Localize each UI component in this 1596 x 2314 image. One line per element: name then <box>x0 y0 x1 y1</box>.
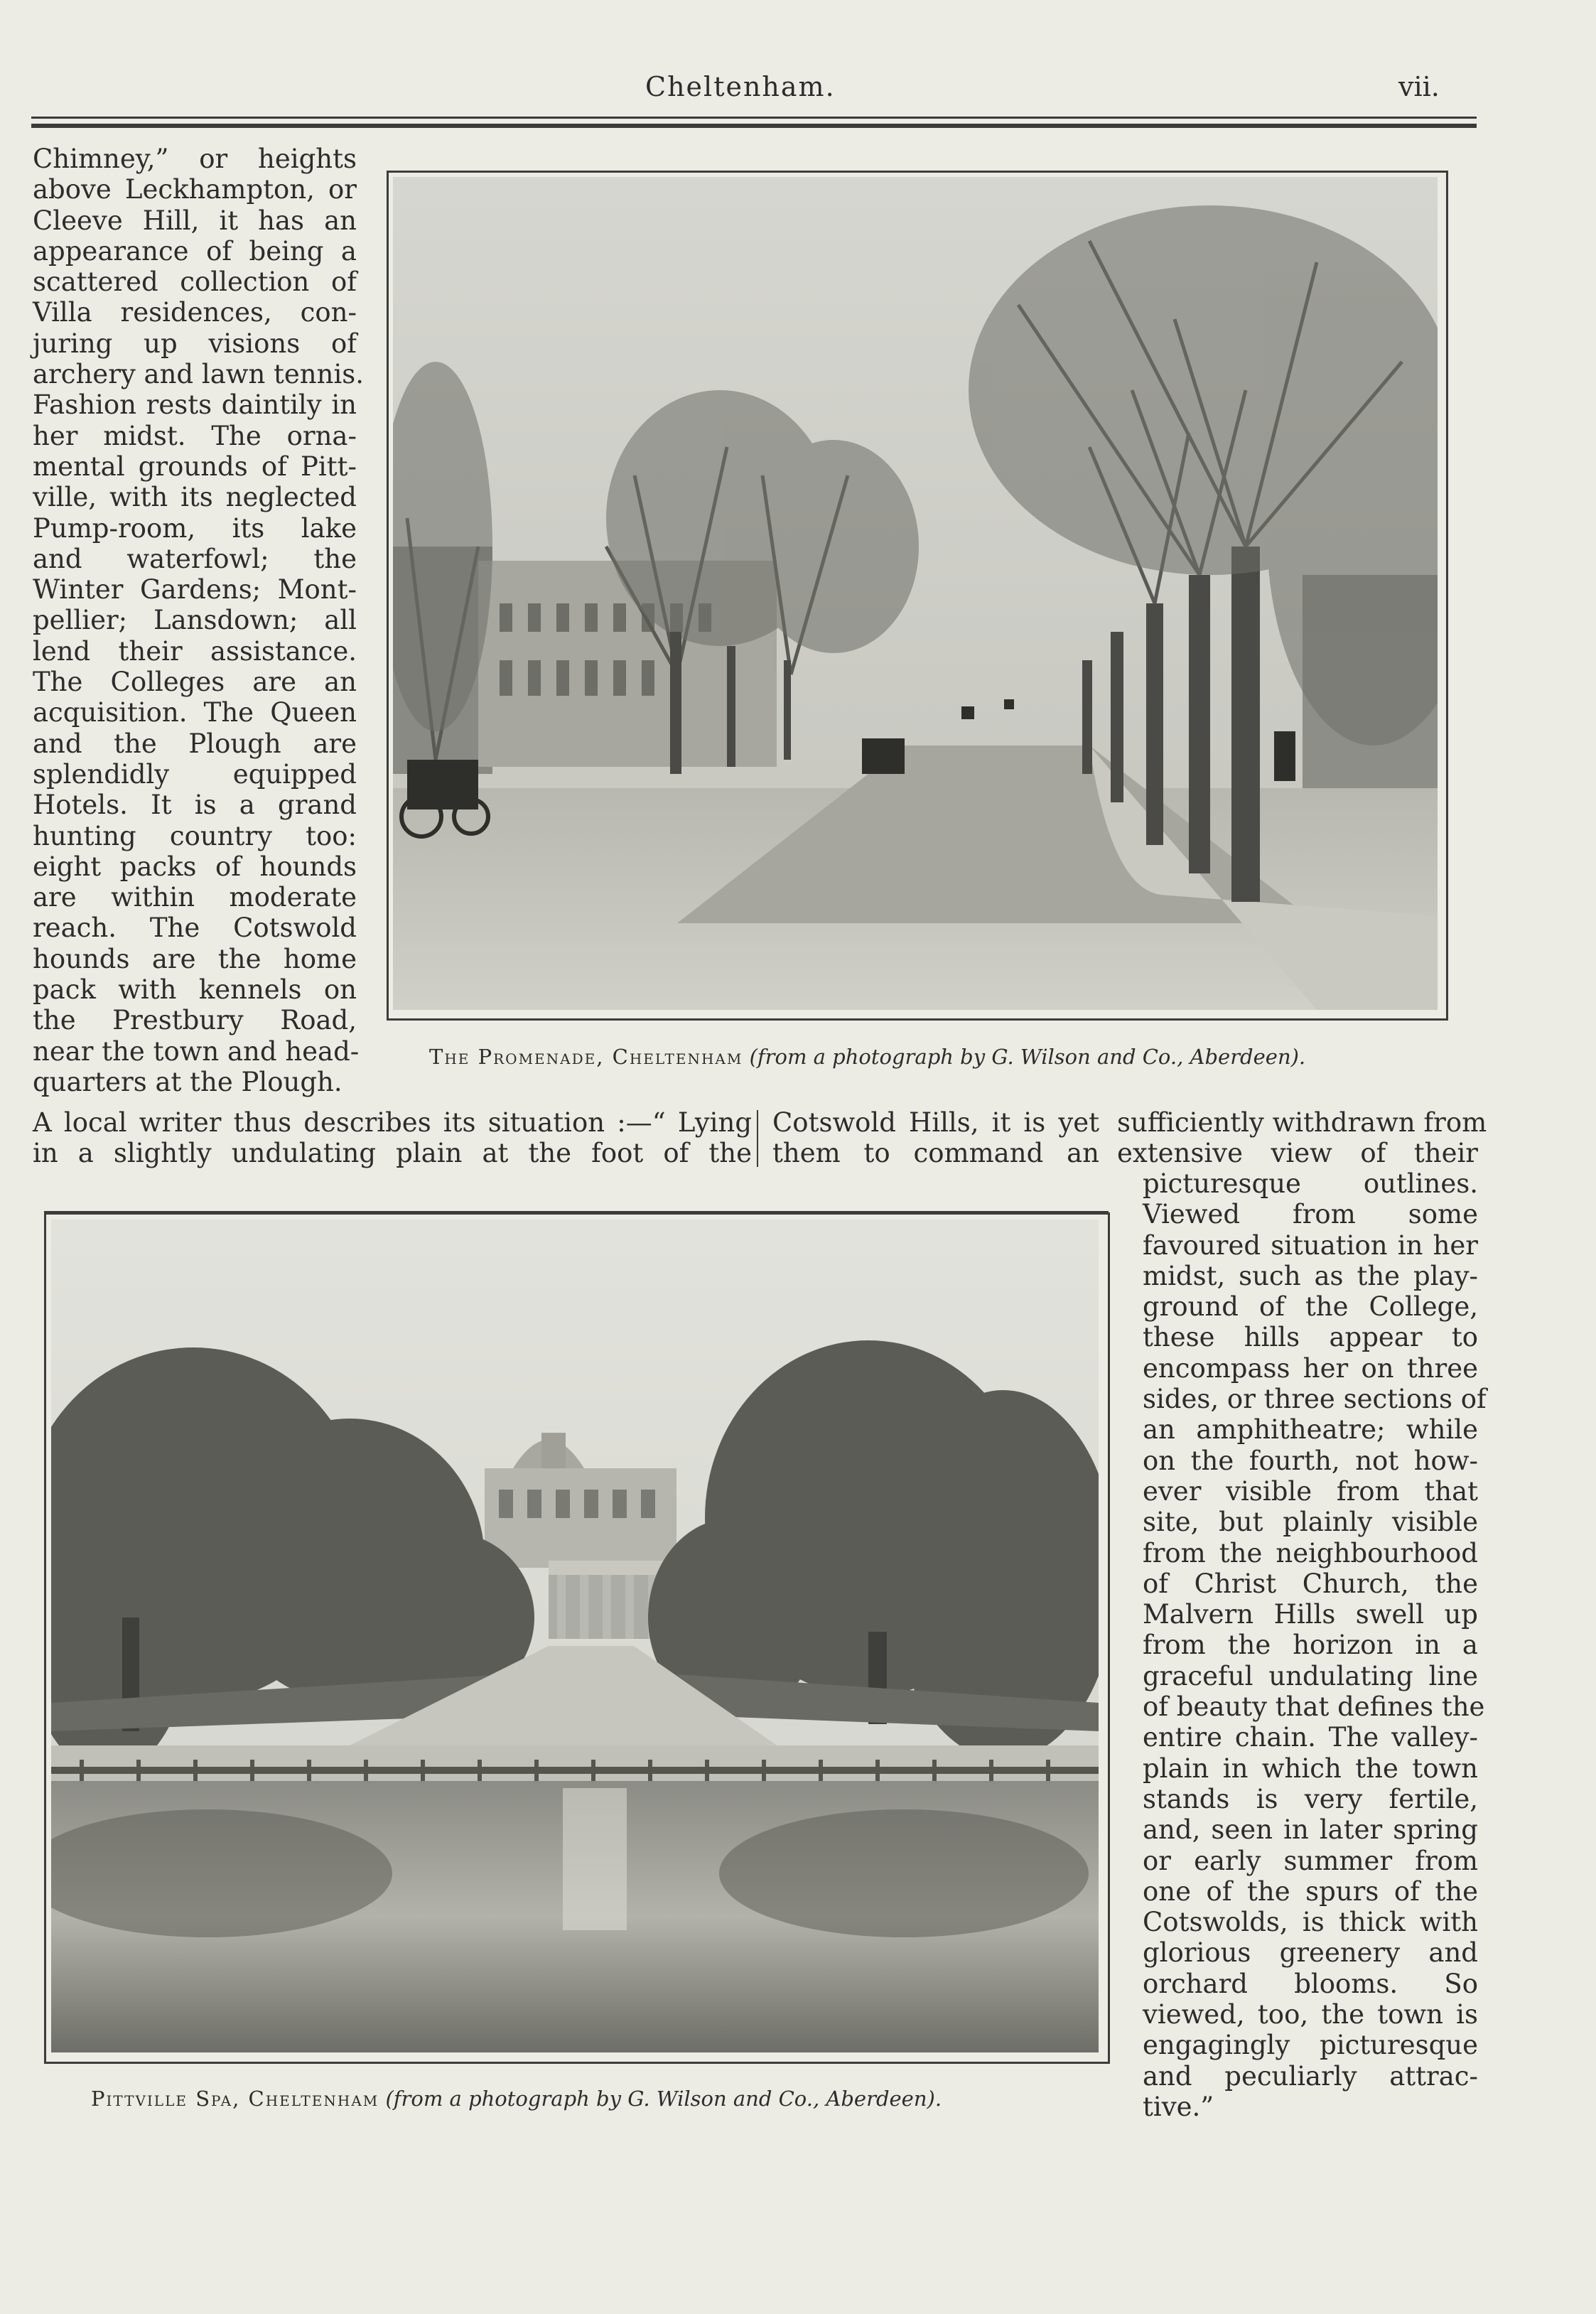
text-line: and, seen in later spring <box>1143 1814 1478 1846</box>
text-line: these hills appear to <box>1143 1322 1478 1353</box>
text-line: from the horizon in a <box>1143 1630 1478 1661</box>
text-line: Fashion rests daintily in <box>33 389 357 421</box>
running-head-title: Cheltenham. <box>645 71 836 102</box>
text-line: splendidly equipped <box>33 758 357 790</box>
text-line: Winter Gardens; Mont- <box>33 574 357 606</box>
text-line: The Colleges are an <box>33 667 357 698</box>
pittville-caption <box>91 2087 942 2111</box>
text-line: above Leckhampton, or <box>33 174 357 205</box>
text-line: archery and lawn tennis. <box>33 359 365 390</box>
text-line: appearance of being a <box>33 235 357 267</box>
text-line: of Christ Church, the <box>1143 1568 1478 1599</box>
text-line: A local writer thus describes its situation :—“ Lying <box>33 1107 752 1138</box>
left-column-text <box>33 144 365 1097</box>
promenade-photo <box>387 171 1448 1021</box>
text-line: and the Plough are <box>33 728 357 759</box>
text-line: eight packs of hounds <box>33 851 357 882</box>
text-line: orchard blooms. So <box>1143 1968 1478 1999</box>
text-line: one of the spurs of the <box>1143 1876 1478 1907</box>
column-divider <box>757 1110 758 1167</box>
text-line: her midst. The orna- <box>33 420 357 451</box>
text-line: an amphitheatre; while <box>1143 1414 1478 1446</box>
text-line: Hotels. It is a grand <box>33 790 357 821</box>
caption-credit: (from a photograph by G. Wilson and Co., Aberdeen). <box>749 1045 1306 1069</box>
text-line: and waterfowl; the <box>33 543 357 574</box>
text-line: picturesque outlines. <box>1143 1168 1478 1199</box>
middle-column-1 <box>33 1107 752 1169</box>
text-line: them to command an <box>772 1138 1099 1169</box>
text-line: engagingly picturesque <box>1143 2030 1478 2061</box>
text-line: viewed, too, the town is <box>1143 1999 1478 2030</box>
header-rule-bottom <box>31 124 1477 128</box>
text-line: lend their assistance. <box>33 635 357 667</box>
text-line: juring up visions of <box>33 328 357 359</box>
text-line: mental grounds of Pitt- <box>33 451 357 482</box>
text-line: in a slightly undulating plain at the foot of the <box>33 1138 752 1169</box>
text-line: Cleeve Hill, it has an <box>33 205 357 236</box>
text-line: quarters at the Plough. <box>33 1066 343 1097</box>
page-number: vii. <box>1398 71 1440 102</box>
text-line: graceful undulating line <box>1143 1660 1478 1691</box>
text-line: hunting country too: <box>33 820 357 851</box>
text-line: sides, or three sections of <box>1143 1384 1487 1415</box>
text-line: glorious greenery and <box>1143 1937 1478 1969</box>
middle-column-3 <box>1117 1107 1487 1169</box>
text-line: from the neighbourhood <box>1143 1537 1478 1568</box>
text-line: plain in which the town <box>1143 1753 1478 1784</box>
text-line: are within moderate <box>33 882 357 913</box>
text-line: ville, with its neglected <box>33 482 357 513</box>
caption-title: The Promenade, Cheltenham <box>429 1045 743 1069</box>
text-line: near the town and head- <box>33 1035 360 1067</box>
text-line: stands is very fertile, <box>1143 1783 1478 1814</box>
text-line: scattered collection of <box>33 267 357 298</box>
text-line: encompass her on three <box>1143 1352 1478 1384</box>
text-line: Villa residences, con- <box>33 297 357 328</box>
text-line: reach. The Cotswold <box>33 913 357 944</box>
text-line: sufficiently withdrawn from <box>1117 1107 1487 1138</box>
text-line: Cotswolds, is thick with <box>1143 1907 1478 1938</box>
text-line: on the fourth, not how- <box>1143 1445 1478 1476</box>
right-column-text <box>1143 1168 1487 2122</box>
text-line: extensive view of their <box>1117 1138 1478 1169</box>
text-line: pellier; Lansdown; all <box>33 605 357 636</box>
text-line: entire chain. The valley- <box>1143 1722 1478 1753</box>
text-line: acquisition. The Queen <box>33 697 357 728</box>
text-line: ever visible from that <box>1143 1475 1478 1507</box>
text-line: the Prestbury Road, <box>33 1005 357 1036</box>
text-line: site, but plainly visible <box>1143 1507 1478 1538</box>
text-line: Pump-room, its lake <box>33 512 357 544</box>
pittville-spa-photo <box>44 1212 1110 2064</box>
middle-column-2 <box>772 1107 1099 1169</box>
text-line: hounds are the home <box>33 943 357 974</box>
caption-credit: (from a photograph by G. Wilson and Co., Aberdeen). <box>385 2087 942 2111</box>
text-line: midst, such as the play- <box>1143 1260 1478 1291</box>
text-line: Cotswold Hills, it is yet <box>772 1107 1099 1138</box>
text-line: or early summer from <box>1143 1845 1478 1876</box>
text-line: Viewed from some <box>1143 1199 1478 1230</box>
promenade-caption <box>429 1045 1305 1069</box>
text-line: ground of the College, <box>1143 1291 1478 1323</box>
text-line: Chimney,” or heights <box>33 144 357 174</box>
text-line: pack with kennels on <box>33 974 357 1006</box>
text-line: of beauty that defines the <box>1143 1691 1485 1723</box>
caption-title: Pittville Spa, Cheltenham <box>91 2087 379 2111</box>
text-line: Malvern Hills swell up <box>1143 1599 1478 1630</box>
text-line: favoured situation in her <box>1143 1229 1478 1261</box>
text-line: tive.” <box>1143 2091 1214 2122</box>
header-rule-top <box>31 117 1477 119</box>
text-line: and peculiarly attrac- <box>1143 2060 1478 2092</box>
